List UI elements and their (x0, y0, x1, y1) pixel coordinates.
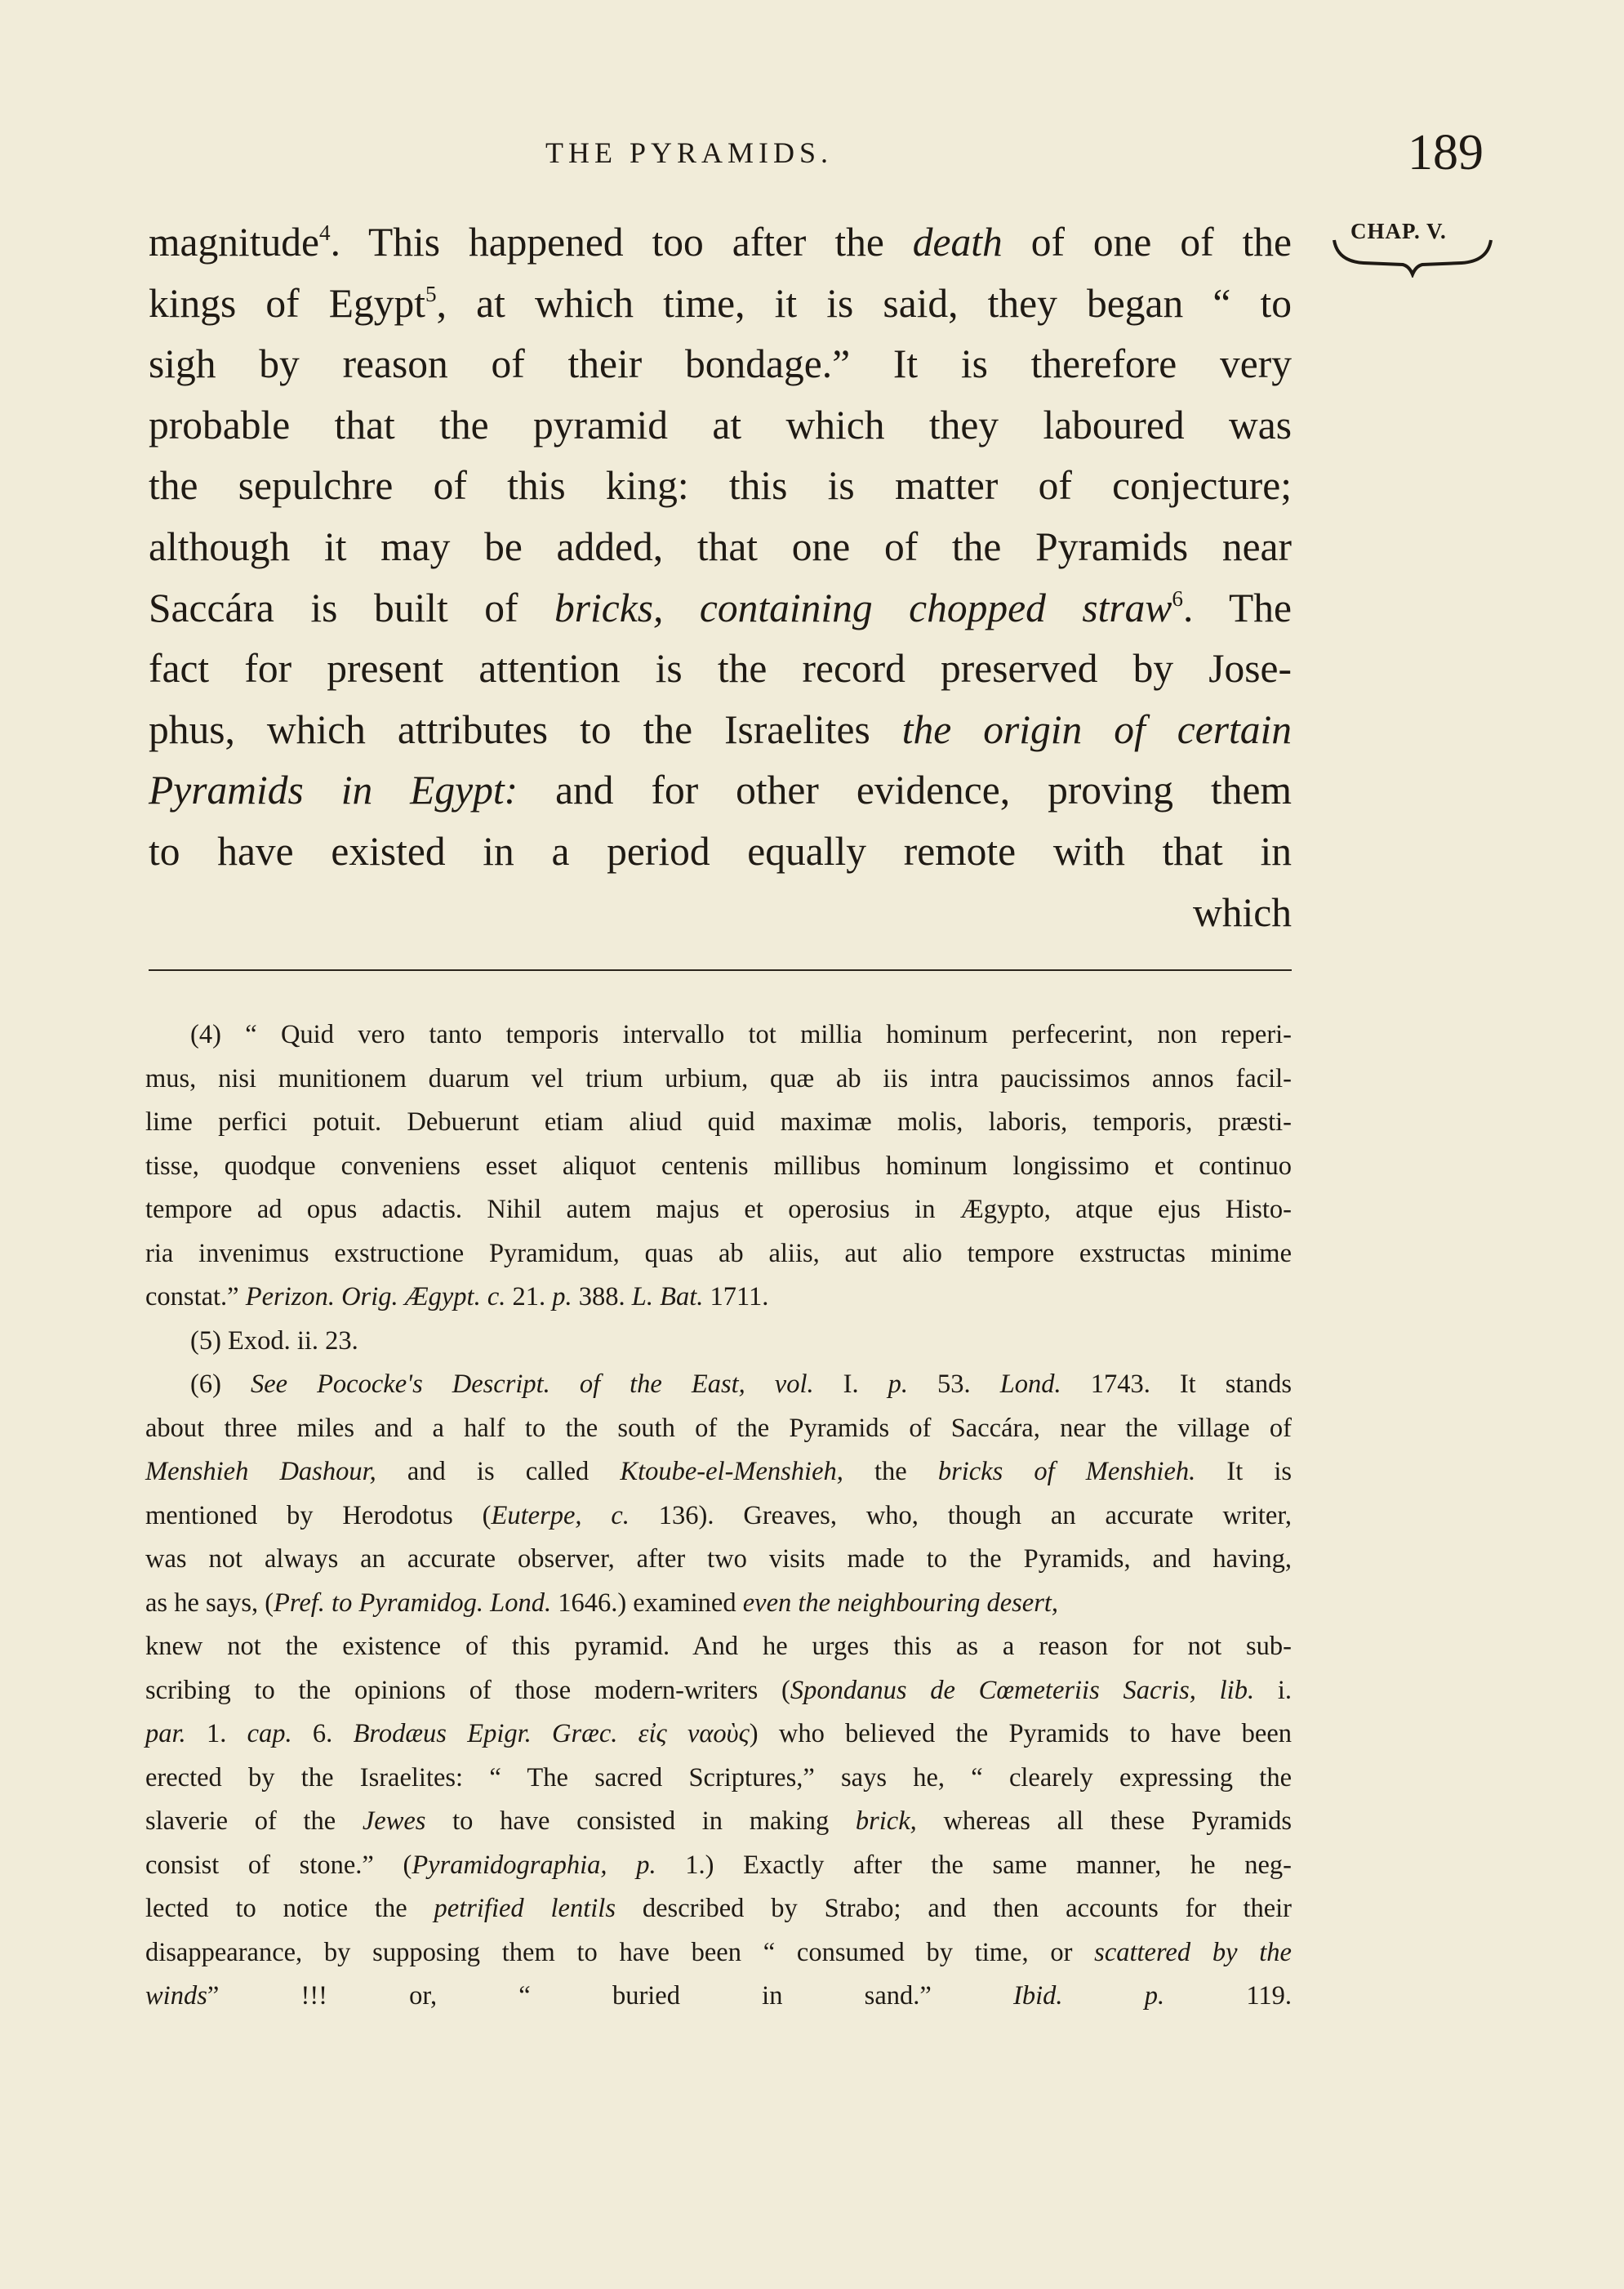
body-text-line: Saccára is built of bricks, containing chopped straw$^6$. The (149, 585, 1292, 630)
footnote-line: tisse, quodque conveniens esset aliquot centenis millibus hominum longissimo et continuo (145, 1151, 1292, 1181)
italic-text: Jewes (362, 1806, 426, 1836)
italic-text: death (912, 220, 1003, 265)
italic-text: petrified lentils (434, 1894, 616, 1923)
footnote-line: (4) “ Quid vero tanto temporis intervallo tot millia hominum perfecerint, non reperi- (190, 1020, 1292, 1049)
italic-text: bricks of Menshieh. (937, 1457, 1196, 1486)
italic-text: Brodæus Epigr. Græc. εἰς ναοὺς (353, 1719, 750, 1748)
main-text (149, 212, 1292, 943)
italic-text: scattered by the (1094, 1937, 1292, 1967)
footnote-line: about three miles and a half to the south of the Pyramids of Saccára, near the village of (145, 1413, 1292, 1443)
italic-text: winds (145, 1981, 207, 2011)
body-text-line: sigh by reason of their bondage.” It is therefore very (149, 341, 1292, 387)
footnote-line: winds” !!! or, “ buried in sand.” Ibid. p. 119. (145, 1981, 1292, 2011)
italic-text: Lond. (999, 1369, 1061, 1399)
footnote-line: mentioned by Herodotus (Euterpe, c. 136). Greaves, who, though an accurate writer, (145, 1500, 1292, 1530)
footnote-divider (149, 969, 1292, 971)
body-text-line: to have existed in a period equally remote with that in (149, 828, 1292, 874)
body-text-line: fact for present attention is the record preserved by Jose- (149, 646, 1292, 692)
footnote-line: was not always an accurate observer, after two visits made to the Pyramids, and having, (145, 1544, 1292, 1574)
footnote-line: slaverie of the Jewes to have consisted in making brick, whereas all these Pyramids (145, 1806, 1292, 1836)
italic-text: Perizon. Orig. Ægypt. c. (245, 1282, 506, 1311)
italic-text: Spondanus de Cœmeteriis Sacris, lib. (790, 1675, 1255, 1705)
body-text-line: although it may be added, that one of the Pyramids near (149, 523, 1292, 569)
italic-text: brick, (855, 1806, 917, 1836)
page-number: 189 (1408, 125, 1484, 180)
italic-text: Pyramidographia, p. (412, 1850, 656, 1880)
footnote-line: scribing to the opinions of those modern-writers (Spondanus de Cœmeteriis Sacris, lib. i. (145, 1675, 1292, 1705)
italic-text: Ibid. p. (1013, 1981, 1165, 2011)
italic-text: Ktoube-el-Menshieh, (620, 1457, 843, 1486)
body-text-line: magnitude$^4$. This happened too after the death of one of the (149, 220, 1292, 265)
italic-text: Pyramids in Egypt: (149, 768, 518, 813)
footnote-reference: 6 (1172, 586, 1184, 611)
footnote-line: Menshieh Dashour, and is called Ktoube-el-Menshieh, the bricks of Menshieh. It is (145, 1457, 1293, 1486)
footnote-line: disappearance, by supposing them to have been “ consumed by time, or scattered by the (145, 1937, 1292, 1967)
footnote-line: erected by the Israelites: “ The sacred Scriptures,” says he, “ clearely expressing the (145, 1762, 1292, 1792)
italic-text: the origin of certain (901, 706, 1292, 752)
italic-text: even the neighbouring desert, (742, 1588, 1059, 1618)
body-text-line: Pyramids in Egypt: and for other evidence, proving them (149, 768, 1292, 813)
body-text-line: the sepulchre of this king: this is matter of conjecture; (149, 463, 1292, 509)
footnote-line: (6) See Pococke's Descript. of the East, vol. I. p. 53. Lond. 1743. It stands (190, 1369, 1292, 1399)
footnote-line: as he says, (Pref. to Pyramidog. Lond. 1646.) examined even the neighbouring desert, (145, 1588, 1059, 1618)
italic-text: Euterpe, c. (491, 1500, 630, 1530)
body-text-line: probable that the pyramid at which they laboured was (149, 402, 1292, 448)
body-text-line: phus, which attributes to the Israelites the origin of certain (149, 706, 1292, 752)
brace-ornament (1331, 237, 1494, 278)
italic-text: Pref. to Pyramidog. Lond. (274, 1588, 552, 1618)
running-title: THE PYRAMIDS. (545, 136, 834, 169)
italic-text: bricks, containing chopped straw (554, 585, 1172, 630)
footnote-line: knew not the existence of this pyramid. And he urges this as a reason for not sub- (145, 1632, 1292, 1661)
italic-text: p. (888, 1369, 909, 1399)
italic-text: Menshieh Dashour, (145, 1457, 376, 1486)
footnote-line: lime perfici potuit. Debuerunt etiam aliud quid maximæ molis, laboris, temporis, præsti- (145, 1107, 1292, 1137)
italic-text: See Pococke's Descript. of the East, vol. (250, 1369, 814, 1399)
italic-text: L. Bat. (631, 1282, 704, 1311)
footnote-line: consist of stone.” (Pyramidographia, p. 1.) Exactly after the same manner, he neg- (145, 1850, 1293, 1880)
footnote-line: ria invenimus exstructione Pyramidum, quas ab aliis, aut alio tempore exstructas minime (145, 1238, 1292, 1268)
italic-text: par. (145, 1719, 186, 1748)
body-text-line: which (1193, 889, 1292, 935)
footnote-reference: 5 (425, 281, 437, 306)
footnote-line: tempore ad opus adactis. Nihil autem majus et operosius in Ægypto, atque ejus Histo- (145, 1195, 1292, 1224)
footnote-line: lected to notice the petrified lentils described by Strabo; and then accounts for their (145, 1894, 1293, 1923)
body-text-line: kings of Egypt$^5$, at which time, it is said, they began “ to (149, 280, 1292, 326)
footnote-reference: 4 (318, 220, 331, 245)
footnote-line: constat.” Perizon. Orig. Ægypt. c. 21. p. 388. L. Bat. 1711. (145, 1282, 769, 1311)
footnote-line: par. 1. cap. 6. Brodæus Epigr. Græc. εἰς ναοὺς) who believed the Pyramids to have been (145, 1719, 1293, 1748)
italic-text: cap. (247, 1719, 292, 1748)
footnote-line: (5) Exod. ii. 23. (190, 1325, 358, 1356)
footnotes (145, 1013, 1292, 2018)
italic-text: p. (552, 1282, 572, 1311)
footnote-line: mus, nisi munitionem duarum vel trium urbium, quæ ab iis intra paucissimos annos facil- (145, 1063, 1292, 1093)
margin-chapter-note: CHAP. V. (1350, 219, 1447, 243)
